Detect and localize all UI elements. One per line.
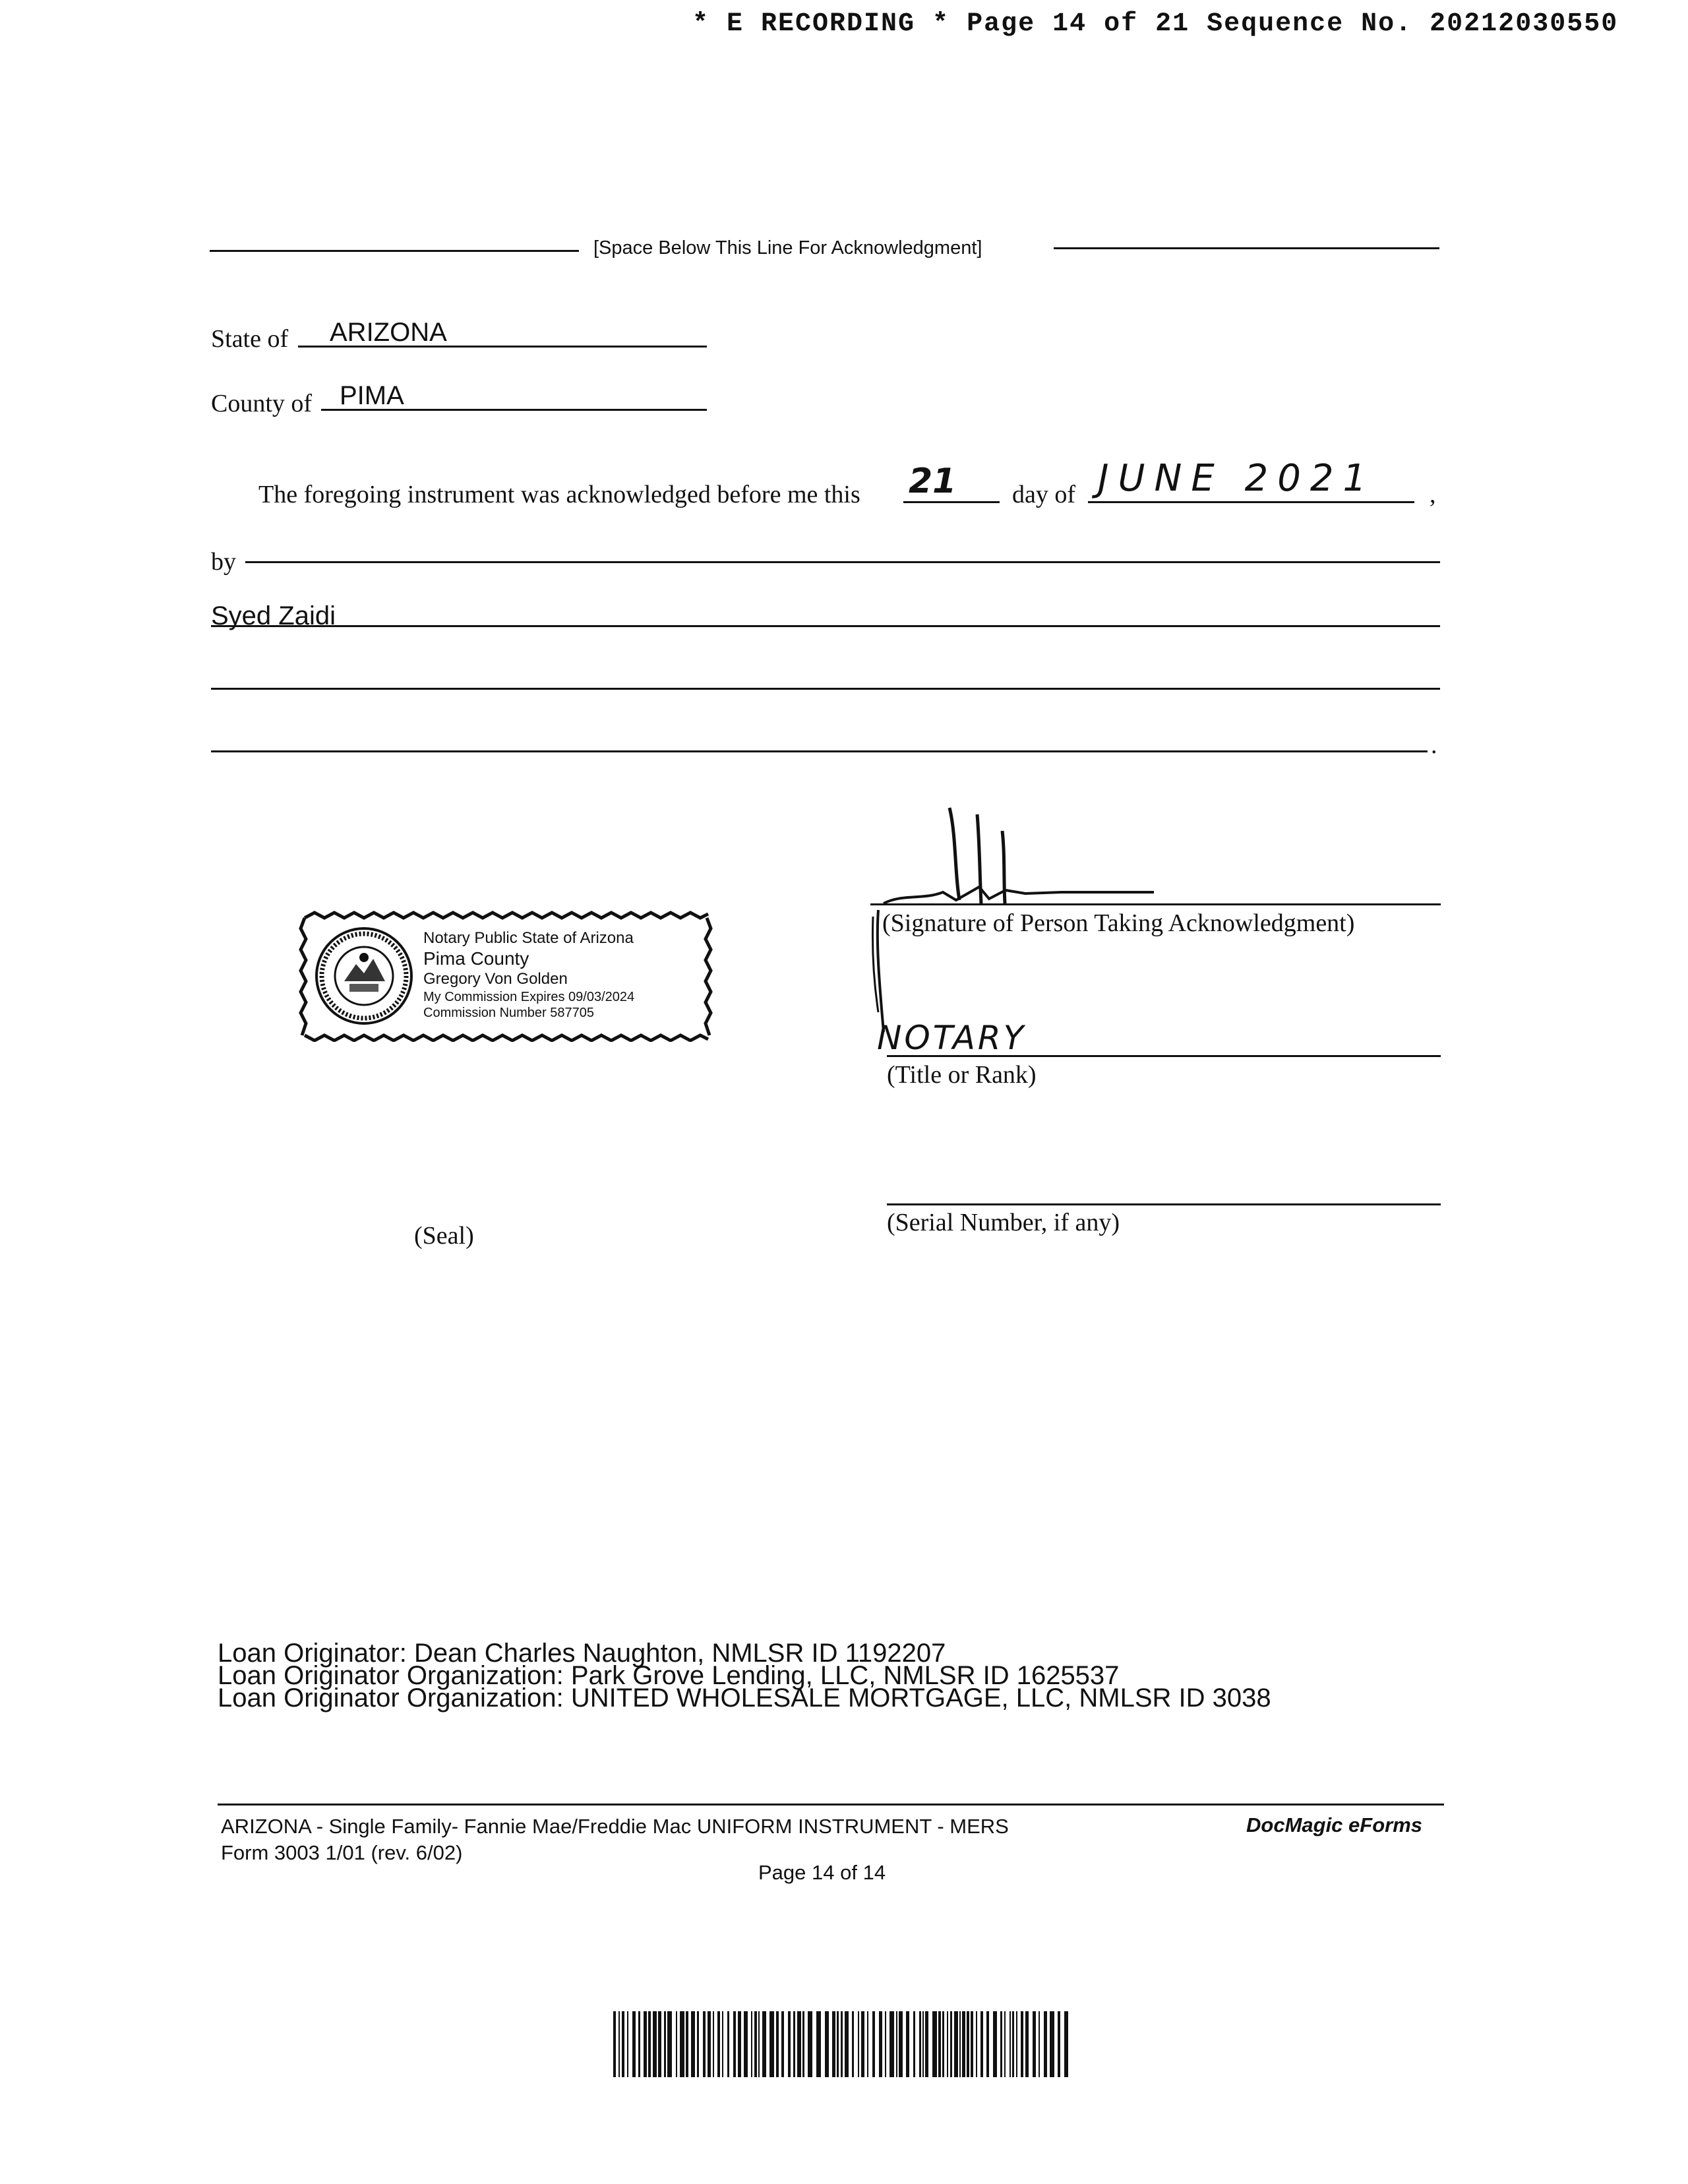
title-line [887,1055,1441,1057]
signer-name: Syed Zaidi [211,601,336,630]
barcode-bar [852,2011,854,2077]
barcode-bar [722,2011,723,2077]
state-value: ARIZONA [330,318,447,347]
barcode-bar [832,2011,835,2077]
loan-originator-org-line: Loan Originator Organization: UNITED WHOLESALE MORTGAGE, LLC, NMLSR ID 3038 [218,1684,1271,1713]
day-value: 21 [909,462,957,501]
barcode-bar [899,2011,903,2077]
barcode-bar [919,2011,921,2077]
barcode-bar [872,2011,875,2077]
barcode-bar [618,2011,620,2077]
barcode-bar [638,2011,640,2077]
barcode-bar [653,2011,657,2077]
barcode-bar [648,2011,651,2077]
barcode-bar [664,2011,666,2077]
barcode-bar [896,2011,897,2077]
barcode-bar [954,2011,958,2077]
barcode-bar [816,2011,821,2077]
barcode-bar [667,2011,672,2077]
by-line [245,561,1440,563]
footer-form-line-2: Form 3003 1/01 (rev. 6/02) [221,1841,463,1864]
barcode-bar [1050,2011,1054,2077]
barcode-bar [1012,2011,1014,2077]
barcode-bar [858,2011,859,2077]
barcode-bar [993,2011,997,2077]
acknowledgment-caption: [Space Below This Line For Acknowledgment] [593,237,982,258]
caption-rule-left [210,250,579,252]
barcode-bar [644,2011,647,2077]
barcode-bar [1039,2011,1040,2077]
barcode-bar [980,2011,983,2077]
county-value: PIMA [340,381,404,410]
footer-form-line-1: ARIZONA - Single Family- Fannie Mae/Freddie Mac UNIFORM INSTRUMENT - MERS [221,1815,1009,1838]
signature-caption: (Signature of Person Taking Acknowledgment) [882,909,1355,937]
barcode-bar [925,2011,928,2077]
barcode-bar [776,2011,779,2077]
barcode-bar [861,2011,864,2077]
barcode-bar [691,2011,695,2077]
barcode-bar [680,2011,684,2077]
barcode-bar [938,2011,941,2077]
barcode-bar [713,2011,714,2077]
barcode-bar [950,2011,952,2077]
seal-line-1: Notary Public State of Arizona [423,929,634,947]
loan-originator-block [218,1639,1271,1713]
signature-line [870,903,1441,905]
trailing-comma: , [1430,481,1436,508]
seal-text [423,928,634,1021]
instrument-text: The foregoing instrument was acknowledged before me this [258,481,860,508]
barcode-bar [959,2011,961,2077]
seal-line-2: Pima County [423,948,529,969]
serial-caption: (Serial Number, if any) [887,1209,1120,1236]
barcode-bar [788,2011,791,2077]
barcode-bar [738,2011,741,2077]
barcode-bar [797,2011,801,2077]
blank-line-period: . [1431,731,1437,759]
barcode-bar [1058,2011,1060,2077]
blank-line-1 [211,688,1440,690]
county-line [321,409,707,411]
barcode-bar [1016,2011,1017,2077]
footer-form-info [221,1813,1009,1866]
barcode-bar [802,2011,804,2077]
barcode-bar [841,2011,843,2077]
barcode-bar [1064,2011,1068,2077]
footer-rule [218,1804,1444,1805]
barcode-bar [942,2011,944,2077]
barcode-bar [962,2011,965,2077]
barcode-bar [1033,2011,1036,2077]
barcode-bar [913,2011,915,2077]
caption-rule-right [1054,247,1439,249]
barcode-bar [837,2011,839,2077]
barcode-bar [932,2011,937,2077]
barcode-bar [762,2011,766,2077]
footer-page-number: Page 14 of 14 [758,1861,886,1884]
barcode-bar [906,2011,909,2077]
barcode-bar [1021,2011,1023,2077]
barcode-bar [1010,2011,1011,2077]
notary-seal [298,910,713,1042]
barcode-icon [613,2011,1068,2077]
barcode-bar [697,2011,699,2077]
barcode-bar [727,2011,729,2077]
barcode-bar [769,2011,774,2077]
loan-originator-line: Loan Originator: Dean Charles Naughton, NMLSR ID 1192207 [218,1639,946,1668]
month-year-value: JUNE 2021 [1098,457,1376,500]
barcode-bar [1000,2011,1002,2077]
barcode-bar [1004,2011,1006,2077]
barcode-bar [622,2011,624,2077]
barcode-bar [781,2011,784,2077]
barcode-bar [754,2011,757,2077]
barcode-bar [717,2011,720,2077]
seal-line-3: Gregory Von Golden [423,970,568,988]
barcode-bar [947,2011,948,2077]
signer-line [211,625,1440,627]
loan-originator-org-line: Loan Originator Organization: Park Grove Lending, LLC, NMLSR ID 1625537 [218,1661,1120,1690]
barcode-bar [1044,2011,1047,2077]
barcode-bar [1025,2011,1029,2077]
barcode-bar [733,2011,736,2077]
barcode-bar [889,2011,894,2077]
by-label: by [211,548,236,576]
blank-line-2 [211,750,1428,752]
barcode-bar [686,2011,688,2077]
barcode-bar [658,2011,661,2077]
barcode-bar [986,2011,989,2077]
seal-line-4: My Commission Expires 09/03/2024 [423,990,635,1004]
day-of-label: day of [1012,481,1076,508]
title-value: NOTARY [877,1019,1027,1057]
barcode-bar [744,2011,748,2077]
county-label: County of [211,390,313,417]
barcode-bar [632,2011,636,2077]
footer-brand-logo: DocMagic eForms [1246,1813,1423,1836]
barcode-bar [793,2011,795,2077]
barcode-bar [613,2011,616,2077]
barcode-bar [867,2011,868,2077]
barcode-bar [879,2011,882,2077]
barcode-bar [703,2011,706,2077]
barcode-bar [976,2011,977,2077]
seal-line-5: Commission Number 587705 [423,1006,595,1020]
barcode-bar [751,2011,752,2077]
barcode-bar [845,2011,849,2077]
recording-header: * E RECORDING * Page 14 of 21 Sequence No. 20212030550 [692,9,1619,39]
barcode-bar [758,2011,760,2077]
barcode-bar [808,2011,812,2077]
barcode-bar [885,2011,886,2077]
barcode-bar [967,2011,969,2077]
barcode-bar [708,2011,711,2077]
month-year-line [1088,501,1414,503]
barcode-bar [971,2011,973,2077]
title-caption: (Title or Rank) [887,1061,1037,1089]
state-line [298,346,707,348]
seal-caption: (Seal) [414,1222,474,1250]
barcode-bar [627,2011,628,2077]
barcode-bar [825,2011,829,2077]
barcode-bar [922,2011,924,2077]
barcode-bar [676,2011,677,2077]
serial-line [887,1203,1441,1205]
state-label: State of [211,325,289,353]
day-line [903,501,1000,503]
